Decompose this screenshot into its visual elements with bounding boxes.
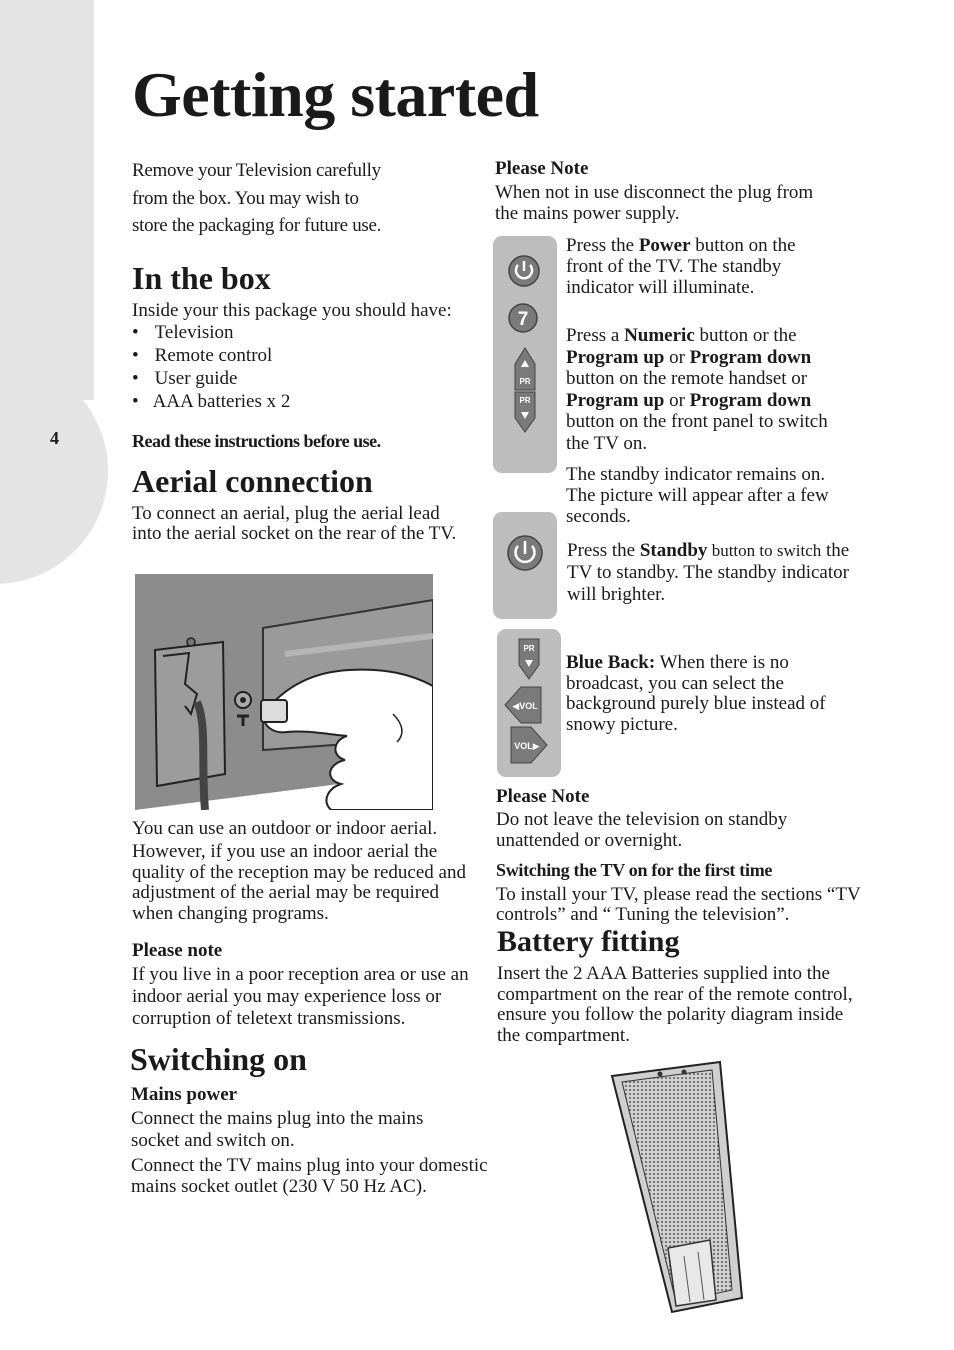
power-instruction: Press the Power button on the front of the TV. The standby indicator will illuminate. — [566, 235, 796, 298]
mains-power-text-2: Connect the TV mains plug into your domestic mains socket outlet (230 V 50 Hz AC). — [131, 1155, 488, 1197]
list-item: • AAA batteries x 2 — [132, 391, 291, 412]
page-title: Getting started — [132, 59, 539, 130]
first-time-title: Switching the TV on for the first time — [496, 860, 773, 880]
mains-power-text: Connect the mains plug into the mains socket and switch on. — [131, 1108, 424, 1151]
aerial-note-title: Please note — [132, 940, 223, 961]
program-up-label: PR — [519, 377, 531, 386]
note-1-text: When not in use disconnect the plug from the mains power supply. — [495, 182, 814, 224]
side-margin-band — [0, 0, 94, 400]
program-down-label: PR — [519, 396, 531, 405]
standby-button-graphic — [493, 512, 557, 619]
numeric-7-label: 7 — [517, 309, 529, 330]
intro-line: store the packaging for future use. — [132, 215, 382, 236]
battery-text: Insert the 2 AAA Batteries supplied into the compartment on the rear of the remote control, ensure you follow the polarity diagram inside the compartment. — [497, 963, 853, 1047]
in-the-box-list — [132, 321, 290, 413]
standby-instruction: Press the Standby button to switch the TV to standby. The standby indicator will brighter. — [567, 540, 850, 605]
program-down-label: PR — [523, 644, 535, 653]
aerial-heading: Aerial connection — [132, 463, 373, 499]
standby-remains-text: The standby indicator remains on. The picture will appear after a few seconds. — [566, 464, 829, 527]
mains-power-title: Mains power — [131, 1084, 238, 1105]
list-item: • Television — [132, 322, 234, 343]
in-the-box-heading: In the box — [132, 260, 271, 296]
in-the-box-intro: Inside your this package you should have: — [132, 300, 452, 321]
aerial-note-text: If you live in a poor reception area or use an indoor aerial you may experience loss or corruption of teletext transmissions. — [132, 964, 469, 1029]
battery-heading: Battery fitting — [497, 925, 680, 958]
first-time-text: To install your TV, please read the sections “TV controls” and “ Tuning the television”. — [496, 884, 861, 925]
front-panel-buttons-illustration — [493, 236, 557, 473]
standby-button-panel — [493, 512, 557, 619]
aerial-outdoor-text: You can use an outdoor or indoor aerial. — [132, 818, 438, 839]
intro-line: Remove your Television carefully — [132, 160, 381, 181]
note-2-text: Do not leave the television on standby unattended or overnight. — [496, 809, 788, 851]
note-2-title: Please Note — [496, 786, 590, 807]
intro-text — [132, 157, 381, 240]
blue-back-text: Blue Back: When there is no broadcast, you can select the background purely blue instead of snowy picture. — [566, 652, 826, 735]
page-number: 4 — [50, 428, 59, 448]
blue-back-buttons-graphic — [497, 629, 561, 777]
front-panel-buttons-graphic — [493, 236, 557, 473]
volume-down-label: ◀VOL — [512, 701, 538, 711]
volume-up-label: VOL▶ — [514, 741, 540, 751]
list-item: • Remote control — [132, 345, 273, 366]
switching-on-heading: Switching on — [130, 1041, 307, 1077]
blue-back-buttons-panel — [497, 629, 561, 777]
note-1-title: Please Note — [495, 158, 589, 179]
intro-line: from the box. You may wish to — [132, 187, 359, 209]
aerial-indoor-text: However, if you use an indoor aerial the quality of the reception may be reduced and adjustment of the aerial may be required when changing programs. — [132, 841, 466, 924]
numeric-instruction: Press a Numeric button or the Program up or Program down button on the remote handset or Program up or Program down button on the front panel to switch the TV on. — [566, 325, 828, 454]
aerial-plug-illustration — [135, 574, 433, 810]
remote-control-battery-illustration — [600, 1060, 750, 1315]
aerial-text: To connect an aerial, plug the aerial lead into the aerial socket on the rear of the TV. — [132, 503, 457, 544]
read-instructions-warning: Read these instructions before use. — [132, 431, 381, 451]
list-item: • User guide — [132, 368, 238, 389]
